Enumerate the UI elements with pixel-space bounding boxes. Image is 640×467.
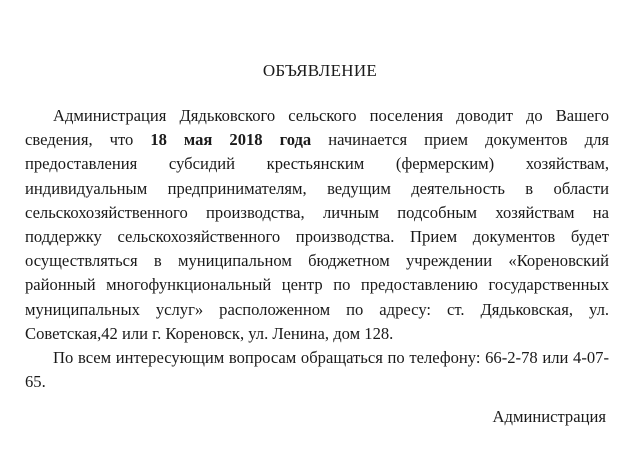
signature: Администрация (492, 407, 606, 426)
announcement-title: ОБЪЯВЛЕНИЕ (262, 61, 378, 80)
start-date: 18 мая 2018 года (150, 130, 312, 150)
paragraph-main-intro: Администрация Дядьковского сельского поселения доводит до Вашего сведения, что (25, 106, 609, 150)
paragraph-main-details: начинается прием документов для предоставления субсидий крестьянским (фермерским) хозяйствам, индивидуальным предпринимателям, ведущим деятельность в области сельскохозяйственного производства, личным подсобным хозяйствам на поддержку сельскохозяйственного производства. Прием документов будет осуществляться в муниципальном бюджетном учреждении «Кореновский районный многофункциональный центр по предоставлению государственных муниципальных услуг» расположенном по адресу: ст. Дядьковская, ул. Советская,42 или г. Кореновск, ул. Ленина, дом 128. (25, 130, 609, 343)
paragraph-main (25, 104, 609, 346)
paragraph-contacts: По всем интересующим вопросам обращаться по телефону: 66-2-78 или 4-07-65. (25, 348, 609, 392)
announcement-body (25, 104, 609, 394)
